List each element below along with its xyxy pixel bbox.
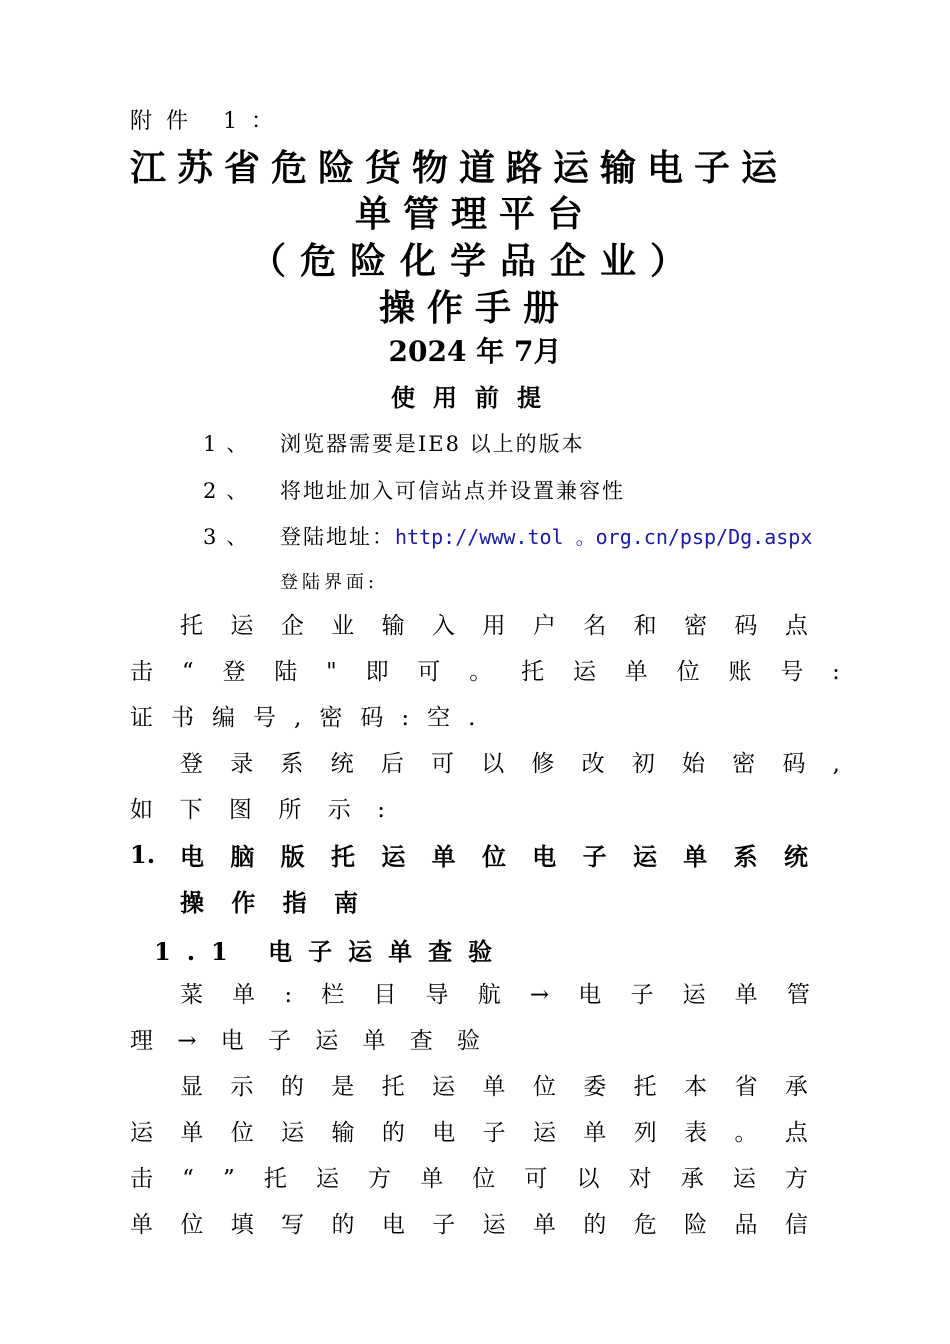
text-line: 显 示 的 是 托 运 单 位 委 托 本 省 承	[180, 1074, 808, 1100]
title-line-4: 操作手册	[378, 287, 571, 329]
section-1-1-heading: 1.1 电子运单查验	[154, 937, 509, 966]
text-line: 菜 单 : 栏 目 导 航 → 电 子 运 单 管	[180, 982, 810, 1008]
text-line: 证 书 编 号 , 密 码 : 空 .	[130, 705, 476, 731]
list-item-login-address	[280, 521, 812, 551]
document-date: 2024 年 7月	[388, 335, 562, 368]
section-heading-line: 操 作 指 南	[180, 888, 358, 917]
text-line: 单 位 填 写 的 电 子 运 单 的 危 险 品 信	[130, 1212, 808, 1238]
text-line: 理 → 电 子 运 单 查 验	[130, 1028, 480, 1054]
title-line-1: 江苏省危险货物道路运输电子运	[130, 147, 789, 189]
text-line: 登 录 系 统 后 可 以 修 改 初 始 密 码 ,	[180, 751, 840, 777]
section-1-number: 1.	[130, 840, 156, 869]
text-line: 托 运 企 业 输 入 用 户 名 和 密 码 点	[180, 613, 808, 639]
list-number-1: 1、	[203, 432, 258, 456]
list-number-3: 3、	[203, 525, 258, 549]
login-caption: 登陆界面:	[280, 572, 379, 593]
list-item-browser: 浏览器需要是IE8 以上的版本	[280, 432, 585, 456]
prerequisite-heading: 使用前提	[391, 383, 559, 412]
text-line: 运 单 位 运 输 的 电 子 运 单 列 表 。 点	[130, 1120, 808, 1146]
title-line-3: （危险化学品企业）	[249, 240, 700, 282]
text-line: 击 “ ” 托 运 方 单 位 可 以 对 承 运 方	[130, 1166, 808, 1192]
login-address-link[interactable]: http://www.tol 。org.cn/psp/Dg.aspx	[395, 525, 813, 549]
section-heading-line: 电 脑 版 托 运 单 位 电 子 运 单 系 统	[180, 842, 808, 871]
text-line: 如 下 图 所 示 :	[130, 797, 385, 823]
list-item-trusted-site: 将地址加入可信站点并设置兼容性	[280, 479, 625, 503]
attachment-label: 附件 1：	[130, 109, 287, 134]
text-line: 击 “ 登 陆 " 即 可 。 托 运 单 位 账 号 :	[130, 659, 840, 685]
login-address-label: 登陆地址：	[280, 525, 395, 549]
list-number-2: 2、	[203, 479, 258, 503]
title-line-2: 单管理平台	[354, 193, 595, 235]
